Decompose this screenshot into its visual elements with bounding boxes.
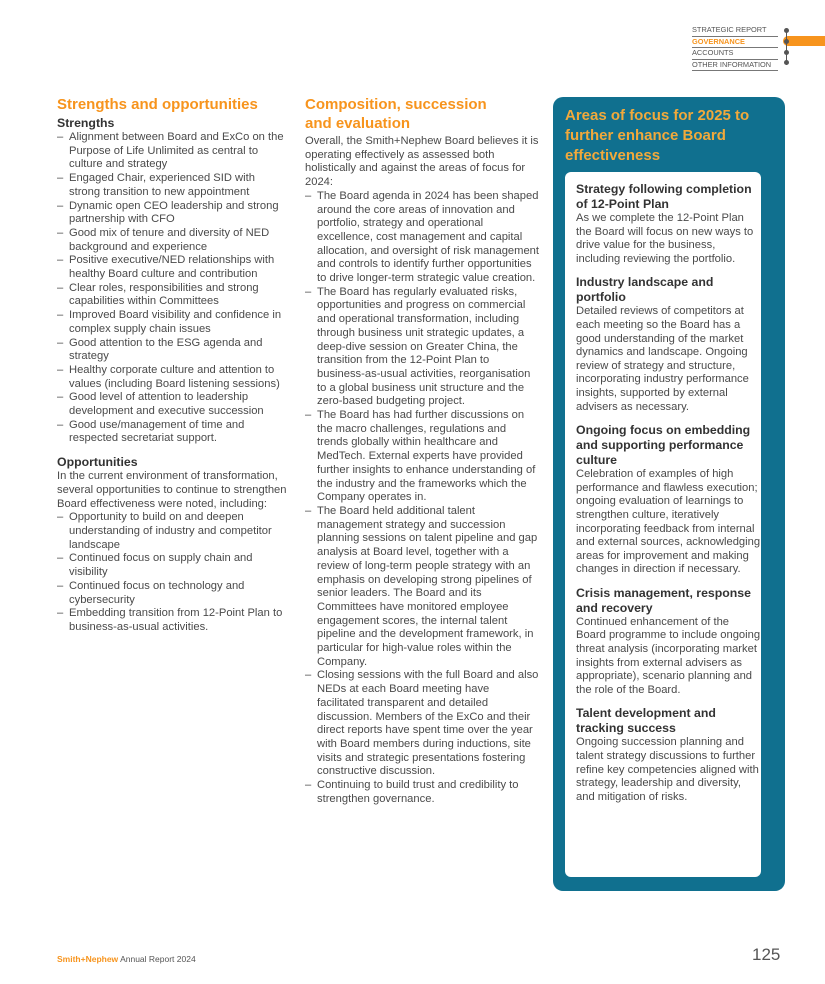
focus-heading: Strategy following completion of 12-Point Plan — [576, 182, 752, 211]
focus-heading: Crisis management, response and recovery — [576, 585, 751, 615]
middle-column — [305, 95, 539, 806]
strengths-list — [57, 131, 289, 446]
footer — [57, 954, 196, 964]
list-item: – Closing sessions with the full Board and also NEDs at each Board meeting have facilitated transparent and detailed discussion. Members of the ExCo and their direct reports have spent time over the year with Board members during inductions, site visits and strategic presentations fostering constructive discussion. — [305, 669, 539, 779]
list-item: – Dynamic open CEO leadership and strong partnership with CFO — [57, 200, 289, 227]
focus-body: Continued enhancement of the Board programme to include ongoing threat analysis (incorporating market insights from external advisers as appropriate), scenario planning and the role of the Board. — [576, 615, 761, 696]
list-item: – Improved Board visibility and confidence in complex supply chain issues — [57, 309, 289, 336]
focus-heading: Ongoing focus on embedding and supporting performance culture — [576, 423, 751, 468]
focus-heading: Industry landscape and portfolio — [576, 275, 714, 305]
left-column — [57, 95, 289, 635]
list-item: – Alignment between Board and ExCo on the Purpose of Life Unlimited as central to culture and strategy — [57, 131, 289, 172]
list-item: – Good level of attention to leadership development and executive succession — [57, 391, 289, 418]
brand-name: Smith+Nephew — [57, 954, 119, 964]
active-section-marker — [783, 36, 825, 46]
report-name: Annual Report 2024 — [120, 954, 196, 964]
opportunities-heading: Opportunities — [57, 455, 138, 470]
page-number: 125 — [752, 945, 781, 964]
focus-body: As we complete the 12-Point Plan the Board will focus on new ways to drive value for the business, including reviewing the portfolio. — [576, 212, 754, 265]
list-item: – Clear roles, responsibilities and strong capabilities within Committees — [57, 282, 289, 309]
focus-section — [576, 182, 761, 266]
list-item: – Continued focus on technology and cybersecurity — [57, 580, 289, 607]
focus-section — [576, 423, 761, 577]
strengths-heading: Strengths — [57, 116, 115, 130]
nav-governance[interactable]: GOVERNANCE — [692, 37, 778, 49]
list-item: – The Board has had further discussions on the macro challenges, regulations and trends globally within healthcare and MedTech. External experts have provided further insights to enhance understanding of the industry and the frameworks which the Company operates in. — [305, 409, 539, 505]
list-item: – Opportunity to build on and deepen understanding of industry and competitor landscape — [57, 511, 289, 552]
section-title: Composition, succession and evaluation — [305, 96, 487, 132]
focus-heading: Talent development and tracking success — [576, 706, 716, 736]
focus-panel — [553, 97, 785, 891]
list-item: – Good use/management of time and respected secretariat support. — [57, 419, 289, 446]
opportunities-list — [57, 511, 289, 634]
nav-accounts[interactable]: ACCOUNTS — [692, 48, 778, 60]
nav-dot — [784, 50, 789, 55]
focus-section — [576, 586, 761, 698]
opportunities-intro: In the current environment of transformation, several opportunities to continue to strengthen Board effectiveness were noted, including: — [57, 470, 287, 510]
focus-body: Ongoing succession planning and talent strategy discussions to further refine key competencies aligned with strategy, leadership and diversity, and mitigation of risks. — [576, 736, 759, 803]
list-item: – Positive executive/NED relationships with healthy Board culture and contribution — [57, 254, 289, 281]
list-item: – The Board held additional talent management strategy and succession planning sessions on talent pipeline and gap analysis at Board level, together with a review of long-term people strategy with an emphasis on developing strong pipelines of senior leaders. The Board and its Committees have monitored employee engagement scores, the internal talent pipeline and the development framework, in particular for high-value roles within the Company. — [305, 505, 539, 669]
focus-section — [576, 706, 761, 804]
nav-other-information[interactable]: OTHER INFORMATION — [692, 60, 778, 72]
nav-strategic-report[interactable]: STRATEGIC REPORT — [692, 25, 778, 37]
nav-dot — [784, 28, 789, 33]
list-item: – Good mix of tenure and diversity of NED background and experience — [57, 227, 289, 254]
list-item: – Healthy corporate culture and attention to values (including Board listening sessions) — [57, 364, 289, 391]
nav-dot — [784, 60, 789, 65]
list-item: – Engaged Chair, experienced SID with strong transition to new appointment — [57, 172, 289, 199]
focus-body: Celebration of examples of high performance and flawless execution; ongoing evaluation of learnings to strengthen culture, iteratively incorporating feedback from internal and external sources, acknowledging areas for improvement and making changes in direction if necessary. — [576, 468, 761, 576]
list-item: – Good attention to the ESG agenda and strategy — [57, 337, 289, 364]
focus-section — [576, 275, 761, 414]
section-title: Strengths and opportunities — [57, 96, 258, 113]
list-item: – Continuing to build trust and credibility to strengthen governance. — [305, 779, 539, 806]
focus-card — [565, 172, 761, 877]
list-item: – The Board agenda in 2024 has been shaped around the core areas of innovation and portfolio, strategy and operational excellence, cost management and capital allocation, and oversight of risk management and controls to identify further opportunities to drive longer-term strategic value creation. — [305, 190, 539, 286]
nav-dot — [784, 39, 789, 44]
list-item: – Continued focus on supply chain and visibility — [57, 552, 289, 579]
section-nav — [692, 25, 778, 71]
list-item: – The Board has regularly evaluated risks, opportunities and progress on commercial and operational transformation, including through business unit strategic updates, a deep-dive session on Greater China, the transition from the 12-Point Plan to business-as-usual activities, reorganisation to a global business unit structure and the zero-based budgeting project. — [305, 286, 539, 409]
composition-list — [305, 190, 539, 807]
list-item: – Embedding transition from 12-Point Plan to business-as-usual activities. — [57, 607, 289, 634]
composition-intro: Overall, the Smith+Nephew Board believes it is operating effectively as assessed both holistically and against the areas of focus for 2024: — [305, 135, 539, 189]
focus-body: Detailed reviews of competitors at each meeting so the Board has a good understanding of the market dynamics and landscape. Ongoing review of strategy and structure, incorporating industry performance insights, supported by external advisers as necessary. — [576, 305, 749, 413]
focus-title: Areas of focus for 2025 to further enhance Board effectiveness — [565, 107, 750, 164]
